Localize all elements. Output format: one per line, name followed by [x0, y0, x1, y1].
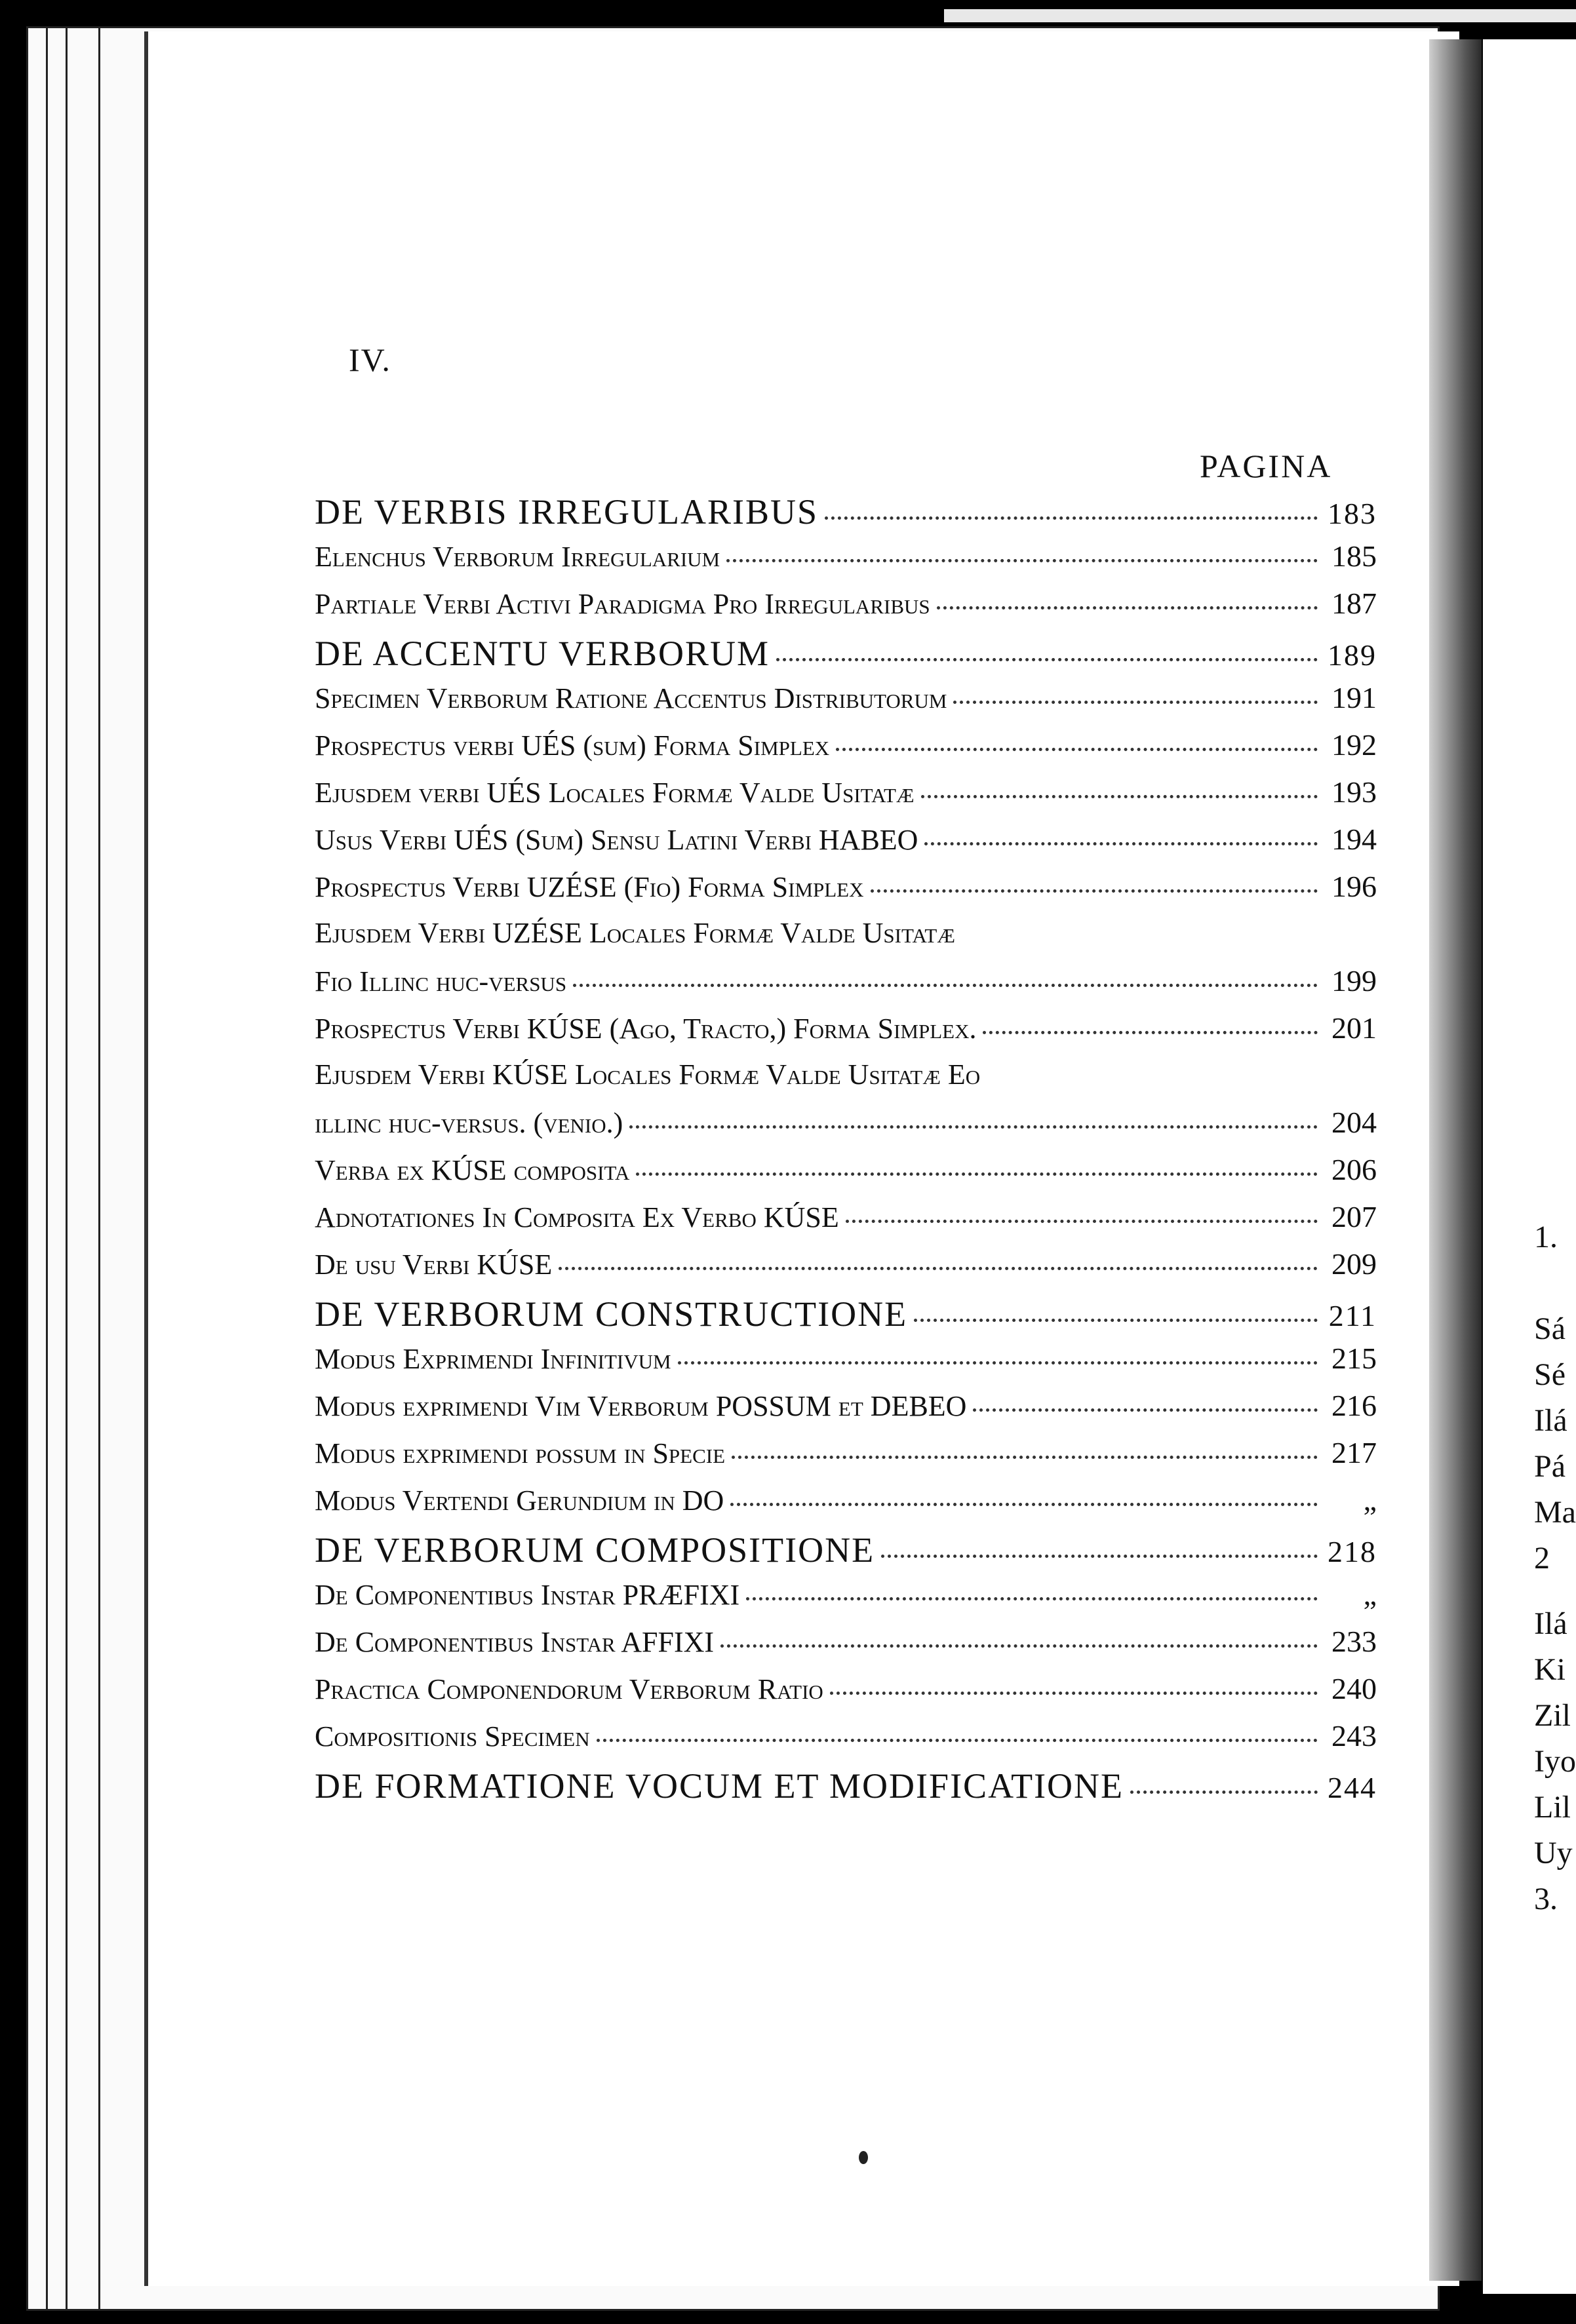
- toc-entry-title: De Componentibus Instar AFFIXI: [315, 1626, 715, 1658]
- toc-entry-page: 207: [1331, 1200, 1377, 1233]
- toc-entry-page: 189: [1328, 638, 1377, 672]
- toc-entry-title: DE VERBORUM CONSTRUCTIONE: [315, 1294, 908, 1334]
- toc-entry-page: 216: [1331, 1389, 1377, 1422]
- facing-page-fragment: 2: [1534, 1541, 1550, 1576]
- toc-entry-title: Verba ex KÚSE composita: [315, 1154, 630, 1186]
- toc-entry-page: 218: [1328, 1535, 1377, 1568]
- page-number: IV.: [349, 341, 391, 378]
- toc-entry: [315, 633, 1377, 680]
- toc-entry-page: 244: [1328, 1771, 1377, 1804]
- facing-page-fragment: 3.: [1534, 1882, 1558, 1916]
- toc-entry: [315, 1624, 1377, 1671]
- toc-entry-title: Fio Illinc huc-versus: [315, 965, 567, 997]
- dot-leader: [983, 1031, 1318, 1034]
- facing-page: [1483, 39, 1576, 2294]
- dot-leader: [924, 842, 1318, 845]
- toc-entry-page: 217: [1331, 1436, 1377, 1469]
- toc-entry: [315, 1530, 1377, 1577]
- toc-entry-title: Elenchus Verborum Irregularium: [315, 541, 720, 573]
- dot-leader: [720, 1644, 1318, 1648]
- toc-entry-page: 199: [1331, 964, 1377, 997]
- toc-entry: [315, 869, 1377, 916]
- dot-leader: [636, 1172, 1318, 1176]
- toc-entry: [315, 1294, 1377, 1341]
- dot-leader: [1130, 1791, 1318, 1794]
- dot-leader: [730, 1503, 1318, 1506]
- toc-entry: [315, 1247, 1377, 1294]
- dot-leader: [746, 1597, 1318, 1600]
- dot-leader: [573, 984, 1318, 987]
- toc-entry-title: DE ACCENTU VERBORUM: [315, 634, 770, 673]
- toc-entry-title: DE FORMATIONE VOCUM ET MODIFICATIONE: [315, 1766, 1124, 1806]
- facing-page-fragment: Ilá: [1534, 1403, 1567, 1438]
- toc-entry-page: 206: [1331, 1153, 1377, 1186]
- toc-entry-page: 215: [1331, 1342, 1377, 1375]
- toc-entry: [315, 680, 1377, 727]
- toc-entry-page: 209: [1331, 1247, 1377, 1281]
- toc-entry-page: 243: [1331, 1719, 1377, 1753]
- toc-entry: [315, 1011, 1377, 1058]
- toc-entry-title: Modus Vertendi Gerundium in DO: [315, 1484, 724, 1517]
- toc-entry: [315, 1152, 1377, 1199]
- toc-entry: [315, 492, 1377, 539]
- dot-leader: [973, 1408, 1318, 1412]
- toc-entry: [315, 1718, 1377, 1766]
- dot-leader: [678, 1361, 1318, 1365]
- facing-page-fragment: 1.: [1534, 1220, 1558, 1254]
- toc-entry-title: Prospectus Verbi UZÉSE (Fio) Forma Simplex: [315, 871, 864, 903]
- toc-entry-page: 240: [1331, 1672, 1377, 1705]
- toc-entry-title: Modus Exprimendi Infinitivum: [315, 1343, 671, 1375]
- toc-entry: [315, 539, 1377, 586]
- toc-entry-page: 196: [1331, 870, 1377, 903]
- toc-entry-title: Ejusdem Verbi KÚSE Locales Formæ Valde Usitatæ Eo: [315, 1058, 981, 1091]
- toc-entry-title: Modus exprimendi Vim Verborum POSSUM et DEBEO: [315, 1390, 967, 1422]
- dot-leader: [776, 658, 1318, 661]
- toc-entry-page: „: [1363, 1483, 1377, 1517]
- table-of-contents: [315, 492, 1377, 1813]
- toc-entry-title: De usu Verbi KÚSE: [315, 1249, 553, 1281]
- toc-entry: [315, 1058, 1377, 1105]
- facing-page-fragment: Lil: [1534, 1790, 1571, 1825]
- toc-entry: [315, 775, 1377, 822]
- toc-entry-page: 192: [1331, 728, 1377, 762]
- toc-entry-page: 187: [1331, 587, 1377, 620]
- toc-entry: [315, 1766, 1377, 1813]
- facing-page-fragment: Sá: [1534, 1311, 1566, 1346]
- facing-page-fragment: Iyo: [1534, 1744, 1576, 1779]
- toc-entry-page: 193: [1331, 775, 1377, 809]
- dot-leader: [830, 1692, 1318, 1695]
- dot-leader: [732, 1456, 1318, 1459]
- dot-leader: [937, 606, 1318, 610]
- toc-entry-page: „: [1363, 1578, 1377, 1611]
- book-gutter-shadow: [1429, 39, 1482, 2281]
- dot-leader: [559, 1267, 1318, 1270]
- toc-entry: [315, 1341, 1377, 1388]
- dot-leader: [871, 889, 1318, 893]
- toc-entry: [315, 963, 1377, 1011]
- toc-entry: [315, 1105, 1377, 1152]
- column-header-pagina: PAGINA: [1200, 448, 1333, 484]
- toc-entry-title: Practica Componendorum Verborum Ratio: [315, 1673, 823, 1705]
- dot-leader: [597, 1739, 1318, 1742]
- toc-entry: [315, 727, 1377, 775]
- facing-page-fragment: Ilá: [1534, 1606, 1567, 1641]
- facing-page-fragment: Ma: [1534, 1495, 1576, 1530]
- toc-entry-title: Ejusdem verbi UÉS Locales Formæ Valde Usitatæ: [315, 777, 915, 809]
- dot-leader: [836, 748, 1318, 751]
- toc-entry-page: 185: [1331, 539, 1377, 573]
- adjacent-page-edge: [944, 9, 1576, 22]
- ink-blot: [859, 2151, 868, 2164]
- toc-entry: [315, 916, 1377, 963]
- toc-entry-title: Usus Verbi UÉS (Sum) Sensu Latini Verbi HABEO: [315, 824, 918, 856]
- toc-entry-page: 191: [1331, 681, 1377, 714]
- dot-leader: [825, 516, 1318, 520]
- toc-entry-title: Specimen Verborum Ratione Accentus Distributorum: [315, 682, 947, 714]
- toc-entry: [315, 1482, 1377, 1530]
- toc-entry-title: Prospectus verbi UÉS (sum) Forma Simplex: [315, 729, 830, 762]
- toc-entry-title: Prospectus Verbi KÚSE (Ago, Tracto,) Forma Simplex.: [315, 1013, 977, 1045]
- toc-entry-title: Modus exprimendi possum in Specie: [315, 1437, 726, 1469]
- dot-leader: [629, 1125, 1318, 1129]
- toc-entry: [315, 1388, 1377, 1435]
- toc-entry-page: 201: [1331, 1011, 1377, 1045]
- dot-leader: [726, 559, 1318, 562]
- toc-entry: [315, 1199, 1377, 1247]
- toc-entry-page: 183: [1328, 497, 1377, 530]
- toc-entry-page: 233: [1331, 1625, 1377, 1658]
- toc-entry-title: Adnotationes In Composita Ex Verbo KÚSE: [315, 1201, 839, 1233]
- toc-entry-title: Ejusdem Verbi UZÉSE Locales Formæ Valde Usitatæ: [315, 917, 955, 949]
- toc-entry-title: DE VERBIS IRREGULARIBUS: [315, 492, 819, 532]
- toc-entry: [315, 1671, 1377, 1718]
- toc-entry: [315, 586, 1377, 633]
- dot-leader: [881, 1555, 1318, 1558]
- dot-leader: [914, 1319, 1318, 1322]
- toc-entry: [315, 1577, 1377, 1624]
- dot-leader: [846, 1220, 1318, 1223]
- toc-entry-title: Partiale Verbi Activi Paradigma Pro Irregularibus: [315, 588, 930, 620]
- toc-entry: [315, 1435, 1377, 1482]
- toc-entry-page: 204: [1331, 1106, 1377, 1139]
- dot-leader: [921, 795, 1318, 798]
- toc-entry-title: DE VERBORUM COMPOSITIONE: [315, 1530, 875, 1570]
- toc-entry: [315, 822, 1377, 869]
- facing-page-fragment: Uy: [1534, 1836, 1573, 1870]
- dot-leader: [953, 701, 1318, 704]
- toc-entry-title: De Componentibus Instar PRÆFIXI: [315, 1579, 740, 1611]
- facing-page-fragment: Ki: [1534, 1652, 1566, 1687]
- facing-page-fragment: Zil: [1534, 1698, 1571, 1733]
- toc-entry-title: illinc huc-versus. (venio.): [315, 1107, 623, 1139]
- facing-page-fragment: Sé: [1534, 1357, 1566, 1392]
- facing-page-fragment: Pá: [1534, 1449, 1566, 1484]
- toc-entry-page: 194: [1331, 823, 1377, 856]
- toc-entry-page: 211: [1328, 1299, 1377, 1332]
- toc-entry-title: Compositionis Specimen: [315, 1720, 590, 1753]
